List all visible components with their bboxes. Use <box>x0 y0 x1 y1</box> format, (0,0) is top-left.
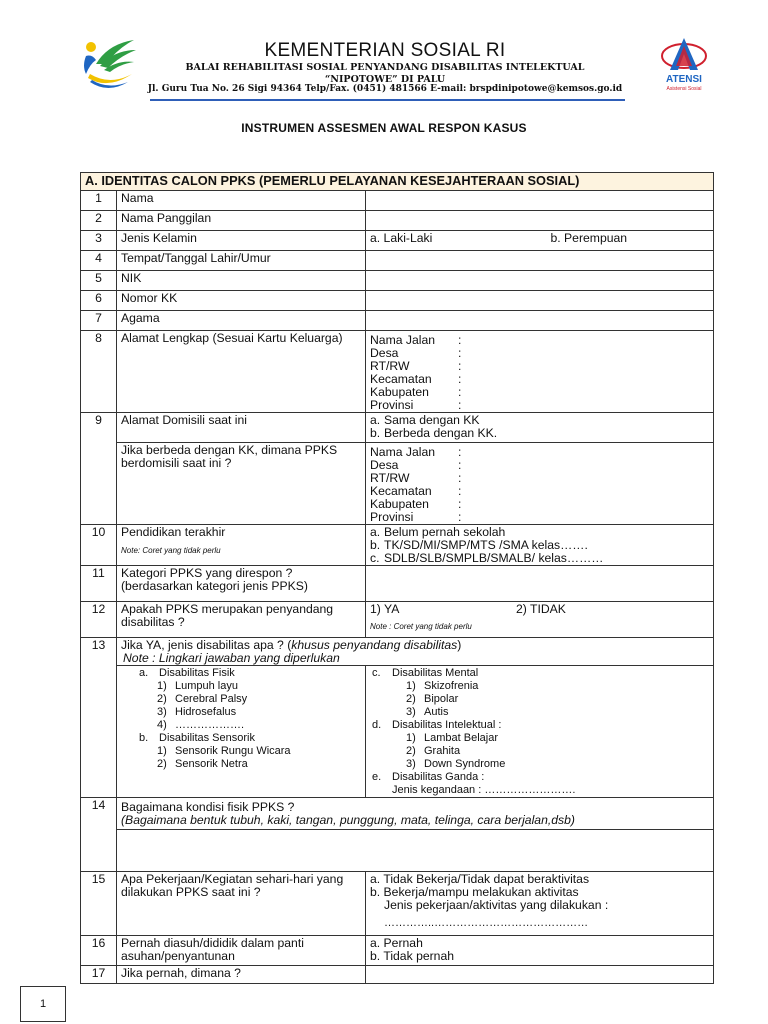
address-domisili-fields[interactable] <box>366 443 714 525</box>
row-label-cell <box>117 525 366 566</box>
field-label: RT/RW <box>370 359 410 373</box>
table-row <box>81 936 714 966</box>
field-colon: : <box>458 497 462 511</box>
disability-list-left: a. Disabilitas Fisik 1) Lumpuh layu 2) Cerebral Palsy 3) Hidrosefalus 4) ………………. b. Disabilitas Sensorik 1) Sensorik Rungu Wicara 2) Sensorik Netra <box>117 666 366 798</box>
answer-field-ttl[interactable] <box>366 251 714 271</box>
table-row <box>81 798 714 830</box>
row-label: Nama Panggilan <box>117 211 366 231</box>
page-number: 1 <box>20 986 66 1022</box>
row-number: 10 <box>81 525 117 566</box>
option-tk-sma[interactable]: TK/SD/MI/SMP/MTS /SMA kelas……. <box>384 538 588 552</box>
answer-field-pekerjaan[interactable] <box>366 872 714 936</box>
answer-field-nama-panggilan[interactable] <box>366 211 714 231</box>
row-label: Pernah diasuh/dididik dalam panti asuhan/penyantunan <box>117 936 366 966</box>
table-row <box>81 638 714 666</box>
field-label: Nama Jalan <box>370 445 436 459</box>
question-text: Jika YA, jenis disabilitas apa ? ( <box>121 638 292 652</box>
field-colon: : <box>458 359 462 373</box>
option-perempuan[interactable]: b. Perempuan <box>550 231 628 245</box>
question-italic: (Bagaimana bentuk tubuh, kaki, tangan, punggung, mata, telinga, cara berjalan,dsb) <box>121 813 575 827</box>
table-row <box>81 666 714 798</box>
table-row <box>81 231 714 251</box>
option-bekerja[interactable]: b. Bekerja/mampu melakukan aktivitas <box>370 885 579 899</box>
atensi-tagline: Asistensi Sosial <box>666 86 702 92</box>
row-number: 13 <box>81 638 117 798</box>
answer-field-kondisi-fisik[interactable] <box>117 830 714 872</box>
question-close: ) <box>457 638 462 652</box>
disability-option[interactable]: Down Syndrome <box>424 758 506 770</box>
option-belum-sekolah[interactable]: Belum pernah sekolah <box>384 525 506 539</box>
field-label: Desa <box>370 458 399 472</box>
row-number: 6 <box>81 291 117 311</box>
field-colon: : <box>458 458 462 472</box>
job-prompt: Jenis pekerjaan/aktivitas yang dilakukan : <box>384 898 609 912</box>
table-row <box>81 311 714 331</box>
row-number: 4 <box>81 251 117 271</box>
table-row <box>81 830 714 872</box>
letterhead-divider <box>150 99 625 101</box>
balai-name <box>150 62 620 86</box>
option-sdlb-smalb[interactable]: SDLB/SLB/SMPLB/SMALB/ kelas……… <box>384 551 604 565</box>
answer-field-disabilitas[interactable] <box>366 602 714 638</box>
table-row <box>81 602 714 638</box>
field-label: Provinsi <box>370 398 414 412</box>
disability-category[interactable]: Disabilitas Ganda : <box>392 771 485 783</box>
row-question <box>117 638 714 666</box>
disability-category[interactable]: Disabilitas Mental <box>392 667 479 679</box>
row-label: Jika berbeda dengan KK, dimana PPKS berdomisili saat ini ? <box>117 443 366 525</box>
row-label: Agama <box>117 311 366 331</box>
list-marker: d. <box>372 719 382 731</box>
letterhead <box>0 0 768 110</box>
row-label: Apa Pekerjaan/Kegiatan sehari-hari yang dilakukan PPKS saat ini ? <box>117 872 366 936</box>
answer-field-lokasi-panti[interactable] <box>366 966 714 984</box>
row-label: NIK <box>117 271 366 291</box>
row-number: 3 <box>81 231 117 251</box>
field-colon: : <box>458 471 462 485</box>
section-a-header <box>81 173 714 191</box>
disability-option[interactable]: Lambat Belajar <box>424 732 498 744</box>
document-title: INSTRUMEN ASSESMEN AWAL RESPON KASUS <box>241 121 527 135</box>
list-marker: a. <box>139 667 149 679</box>
option-pernah[interactable]: a. Pernah <box>370 936 423 950</box>
answer-field-nik[interactable] <box>366 271 714 291</box>
disability-option[interactable]: Autis <box>424 706 449 718</box>
field-label: Nama Jalan <box>370 333 436 347</box>
row-label: Jika pernah, dimana ? <box>117 966 366 984</box>
table-row <box>81 966 714 984</box>
answer-field-agama[interactable] <box>366 311 714 331</box>
table-row <box>81 566 714 602</box>
row-label: Alamat Lengkap (Sesuai Kartu Keluarga) <box>117 331 366 413</box>
row-label: Apakah PPKS merupakan penyandang disabilitas ? <box>117 602 366 638</box>
atensi-wordmark: ATENSI <box>666 74 702 85</box>
row-number: 2 <box>81 211 117 231</box>
disability-option[interactable]: Grahita <box>424 745 461 757</box>
answer-field-nomor-kk[interactable] <box>366 291 714 311</box>
field-colon: : <box>458 346 462 360</box>
table-row <box>81 271 714 291</box>
option-sama-kk[interactable]: Sama dengan KK <box>384 413 480 427</box>
table-row <box>81 211 714 231</box>
table-row <box>81 331 714 413</box>
disability-option[interactable]: Bipolar <box>424 693 459 705</box>
balai-location: “NIPOTOWE” DI PALU <box>324 74 446 85</box>
option-tidak-pernah[interactable]: b. Tidak pernah <box>370 949 455 963</box>
table-row <box>81 191 714 211</box>
row-note: Note : Lingkari jawaban yang diperlukan <box>123 651 340 665</box>
disability-option[interactable]: Sensorik Rungu Wicara <box>175 745 291 757</box>
answer-field-panti[interactable] <box>366 936 714 966</box>
answer-field-kategori[interactable] <box>366 566 714 602</box>
field-label: Kecamatan <box>370 484 432 498</box>
table-row <box>81 443 714 525</box>
section-a-title: A. IDENTITAS CALON PPKS (PEMERLU PELAYANAN KESEJAHTERAAN SOSIAL) <box>81 173 714 191</box>
field-colon: : <box>458 484 462 498</box>
assessment-form-table <box>80 172 714 984</box>
row-number: 7 <box>81 311 117 331</box>
field-label: Kabupaten <box>370 385 429 399</box>
answer-field-domisili[interactable]: a. Sama dengan KK b. Berbeda dengan KK. <box>366 413 714 443</box>
answer-field-jenis-kelamin[interactable] <box>366 231 714 251</box>
answer-field-nama[interactable] <box>366 191 714 211</box>
row-number: 8 <box>81 331 117 413</box>
disability-option[interactable]: Hidrosefalus <box>175 706 237 718</box>
row-number: 15 <box>81 872 117 936</box>
disability-option[interactable]: Cerebral Palsy <box>175 693 248 705</box>
row-number: 9 <box>81 413 117 525</box>
disability-category[interactable]: Disabilitas Intelektual : <box>392 719 502 731</box>
field-label: Provinsi <box>370 510 414 524</box>
row-label: Nomor KK <box>117 291 366 311</box>
answer-field-pendidikan[interactable]: a. Belum pernah sekolah b. TK/SD/MI/SMP/MTS /SMA kelas……. c. SDLB/SLB/SMPLB/SMALB/ kelas……… <box>366 525 714 566</box>
row-number: 1 <box>81 191 117 211</box>
option-tidak[interactable]: 2) TIDAK <box>516 602 566 616</box>
option-laki-laki[interactable]: a. Laki-Laki <box>370 231 433 245</box>
row-number: 5 <box>81 271 117 291</box>
address-kk-fields[interactable] <box>366 331 714 413</box>
row-note: Note: Coret yang tidak perlu <box>121 546 221 555</box>
table-row <box>81 413 714 443</box>
table-row <box>81 291 714 311</box>
list-marker: c. <box>372 667 381 679</box>
field-label: Kabupaten <box>370 497 429 511</box>
disability-category[interactable]: Disabilitas Sensorik <box>159 732 255 744</box>
disability-ganda-detail[interactable]: Jenis kegandaan : ……………………. <box>392 784 576 796</box>
table-row <box>81 872 714 936</box>
row-number: 11 <box>81 566 117 602</box>
disability-option[interactable]: Sensorik Netra <box>175 758 248 770</box>
row-label: Kategori PPKS yang direspon ? (berdasarkan kategori jenis PPKS) <box>117 566 366 602</box>
atensi-logo-icon <box>652 34 716 96</box>
field-colon: : <box>458 398 462 412</box>
letterhead-address: Jl. Guru Tua No. 26 Sigi 94364 Telp/Fax. (0451) 481566 E-mail: brspdinipotowe@kemsos.go.id <box>147 84 623 94</box>
field-label: Kecamatan <box>370 372 432 386</box>
field-colon: : <box>458 385 462 399</box>
question-italic: khusus penyandang disabilitas <box>291 638 458 652</box>
option-tidak-bekerja[interactable]: a. Tidak Bekerja/Tidak dapat beraktivitas <box>370 872 590 886</box>
row-label: Tempat/Tanggal Lahir/Umur <box>117 251 366 271</box>
row-label: Alamat Domisili saat ini <box>117 413 366 443</box>
field-colon: : <box>458 333 462 347</box>
question-text: Bagaimana kondisi fisik PPKS ? <box>121 800 295 814</box>
option-beda-kk[interactable]: Berbeda dengan KK. <box>384 426 498 440</box>
row-label: Nama <box>117 191 366 211</box>
disability-option[interactable]: Lumpuh layu <box>175 680 238 692</box>
field-colon: : <box>458 510 462 524</box>
list-marker: b. <box>139 732 149 744</box>
option-ya[interactable]: 1) YA <box>370 602 400 616</box>
ministry-name: KEMENTERIAN SOSIAL RI <box>264 40 506 61</box>
disability-option[interactable]: Skizofrenia <box>424 680 479 692</box>
field-colon: : <box>458 372 462 386</box>
row-number: 14 <box>81 798 117 872</box>
disability-option[interactable]: ………………. <box>175 719 245 731</box>
row-note: Note : Coret yang tidak perlu <box>370 622 472 631</box>
field-label: Desa <box>370 346 399 360</box>
row-number: 17 <box>81 966 117 984</box>
disability-category[interactable]: Disabilitas Fisik <box>159 667 235 679</box>
row-number: 12 <box>81 602 117 638</box>
table-row <box>81 525 714 566</box>
list-marker: e. <box>372 771 382 783</box>
field-label: RT/RW <box>370 471 410 485</box>
field-colon: : <box>458 445 462 459</box>
table-row <box>81 251 714 271</box>
balai-line: BALAI REHABILITASI SOSIAL PENYANDANG DISABILITAS INTELEKTUAL <box>185 62 585 73</box>
job-dotted-line[interactable]: …………..…………………………………… <box>384 917 589 929</box>
row-number: 16 <box>81 936 117 966</box>
row-question <box>117 798 714 830</box>
disability-list-right: c. Disabilitas Mental 1) Skizofrenia 2) Bipolar 3) Autis d. Disabilitas Intelektual : 1) Lambat Belajar 2) Grahita 3) Down Syndrome e. Disabilitas Ganda : Jenis kegandaan : ……………………. <box>366 666 714 798</box>
row-label: Pendidikan terakhir <box>121 525 226 539</box>
row-label: Jenis Kelamin <box>117 231 366 251</box>
